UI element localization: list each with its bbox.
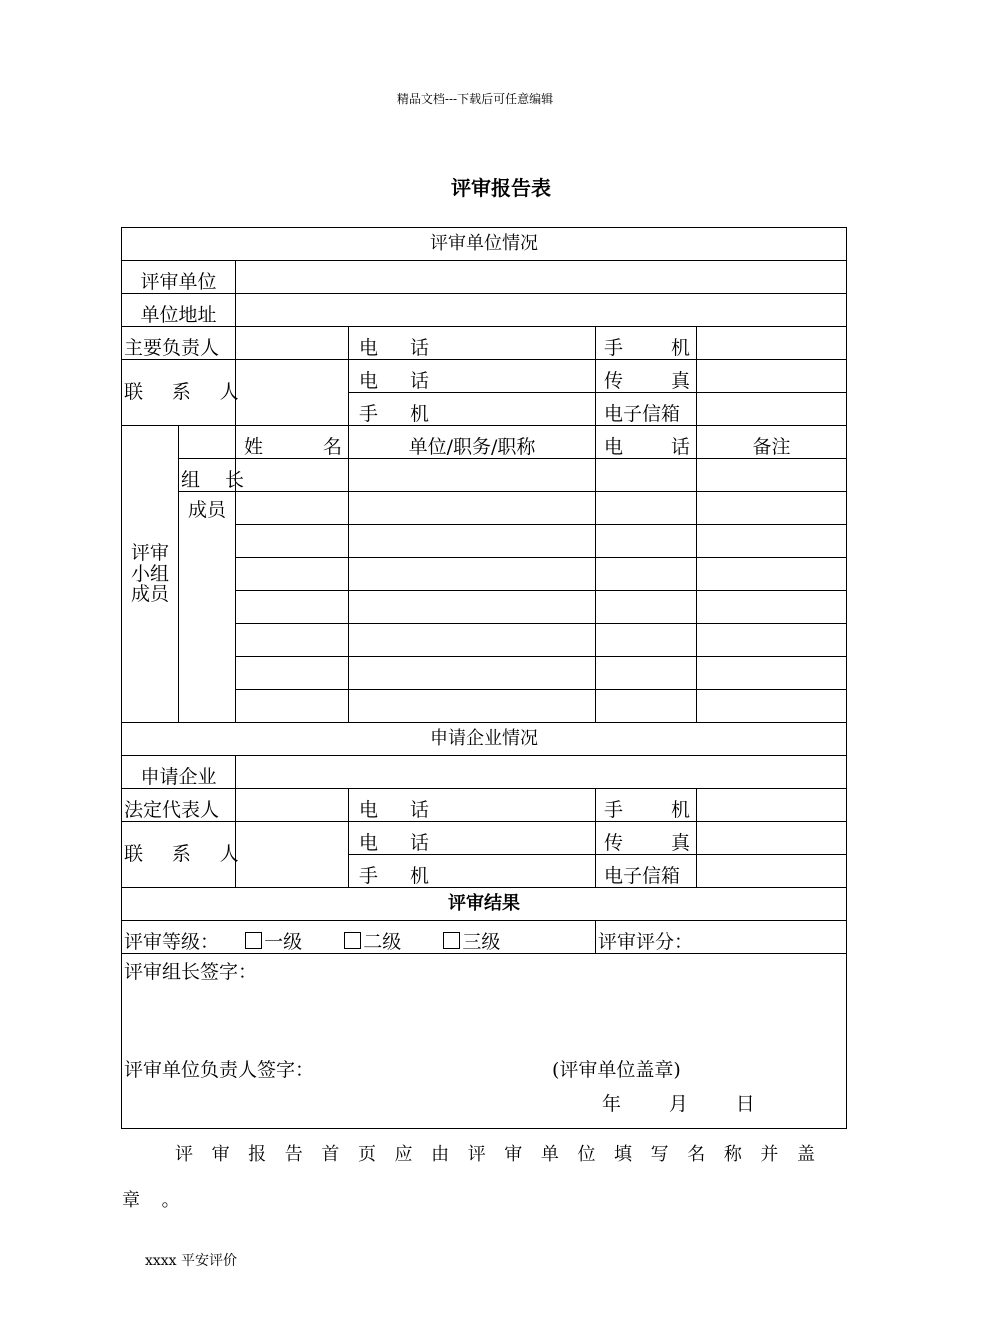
legal-rep-phone-cell[interactable] (349, 789, 596, 822)
col-note-header: 备注 (697, 426, 847, 459)
score-label: 评审评分： (598, 931, 694, 954)
member-phone-field[interactable] (596, 558, 697, 591)
signature-area[interactable] (122, 954, 847, 1129)
leader-label: 组 长 (179, 459, 236, 492)
contact-email-label: 电子信箱 (596, 393, 697, 426)
applicant-mobile-label: 手 机 (359, 865, 429, 888)
applicant-mobile-cell[interactable] (349, 855, 596, 888)
checkbox-icon[interactable] (344, 932, 361, 949)
leader-note-field[interactable] (697, 459, 847, 492)
member-position-field[interactable] (349, 591, 596, 624)
grade-option-2[interactable]: 二级 (344, 931, 401, 953)
page-footer: xxxx 平安评价 (145, 1253, 238, 1269)
member-position-field[interactable] (349, 624, 596, 657)
applicant-email-label: 电子信箱 (596, 855, 697, 888)
note-line-2: 章。 (122, 1190, 202, 1211)
principal-mobile-field[interactable] (697, 327, 847, 360)
date-line (602, 1094, 757, 1115)
member-phone-field[interactable] (596, 624, 697, 657)
member-note-field[interactable] (697, 657, 847, 690)
member-note-field[interactable] (697, 492, 847, 525)
unit-sign-label: 评审单位负责人签字： (124, 1059, 315, 1081)
applicant-phone-cell[interactable] (349, 822, 596, 855)
legal-rep-mobile-label: 手 机 (596, 789, 697, 822)
team-side-label: 评审小组成员 (122, 426, 179, 723)
col-phone-header: 电 话 (596, 426, 697, 459)
review-unit-label: 评审单位 (122, 261, 236, 294)
leader-phone-field[interactable] (596, 459, 697, 492)
member-name-field[interactable] (236, 558, 349, 591)
member-phone-field[interactable] (596, 525, 697, 558)
member-position-field[interactable] (349, 690, 596, 723)
score-cell[interactable] (596, 921, 847, 954)
applicant-email-field[interactable] (697, 855, 847, 888)
contact-label: 联 系 人 (122, 360, 236, 426)
review-unit-field[interactable] (236, 261, 847, 294)
principal-field[interactable] (236, 327, 349, 360)
grade-label: 评审等级： (124, 931, 220, 954)
col-name-header: 姓 名 (236, 426, 349, 459)
company-field[interactable] (236, 756, 847, 789)
applicant-fax-label: 传 真 (596, 822, 697, 855)
unit-address-label: 单位地址 (122, 294, 236, 327)
member-note-field[interactable] (697, 624, 847, 657)
member-phone-field[interactable] (596, 591, 697, 624)
date-day: 日 (735, 1093, 757, 1115)
date-month: 月 (668, 1093, 690, 1115)
contact-phone-cell[interactable] (349, 360, 596, 393)
member-name-field[interactable] (236, 492, 349, 525)
member-phone-field[interactable] (596, 492, 697, 525)
section-result: 评审结果 (122, 888, 847, 921)
legal-rep-label: 法定代表人 (122, 789, 236, 822)
applicant-fax-field[interactable] (697, 822, 847, 855)
section-review-unit: 评审单位情况 (122, 228, 847, 261)
company-label: 申请企业 (122, 756, 236, 789)
date-year: 年 (602, 1093, 623, 1115)
review-report-form (121, 227, 847, 1129)
member-position-field[interactable] (349, 558, 596, 591)
grade-option-3[interactable]: 三级 (443, 931, 500, 953)
contact-fax-field[interactable] (697, 360, 847, 393)
legal-rep-phone-label: 电 话 (359, 799, 429, 822)
member-name-field[interactable] (236, 624, 349, 657)
page-title: 评审报告表 (451, 176, 551, 200)
leader-sign-label: 评审组长签字： (124, 961, 258, 983)
member-position-field[interactable] (349, 525, 596, 558)
member-name-field[interactable] (236, 657, 349, 690)
member-note-field[interactable] (697, 525, 847, 558)
member-position-field[interactable] (349, 492, 596, 525)
leader-position-field[interactable] (349, 459, 596, 492)
principal-label: 主要负责人 (122, 327, 236, 360)
team-corner-cell (179, 426, 236, 459)
checkbox-icon[interactable] (443, 932, 460, 949)
contact-mobile-cell[interactable] (349, 393, 596, 426)
member-name-field[interactable] (236, 591, 349, 624)
seal-label: (评审单位盖章) (552, 1059, 681, 1081)
principal-phone-label: 电 话 (359, 337, 429, 360)
contact-field[interactable] (236, 360, 349, 426)
page-header: 精品文档---下载后可任意编辑 (396, 92, 554, 106)
contact-email-field[interactable] (697, 393, 847, 426)
contact-mobile-label: 手 机 (359, 403, 429, 426)
legal-rep-field[interactable] (236, 789, 349, 822)
member-note-field[interactable] (697, 591, 847, 624)
principal-mobile-label: 手 机 (596, 327, 697, 360)
member-note-field[interactable] (697, 690, 847, 723)
contact-fax-label: 传 真 (596, 360, 697, 393)
grade-option-1[interactable]: 一级 (245, 931, 302, 953)
col-position-header: 单位/职务/职称 (349, 426, 596, 459)
member-name-field[interactable] (236, 690, 349, 723)
member-phone-field[interactable] (596, 657, 697, 690)
note-line-1: 评审报告首页应由评审单位填写名称并盖 (175, 1144, 815, 1165)
member-label: 成员 (179, 492, 236, 723)
applicant-phone-label: 电 话 (359, 832, 429, 855)
member-position-field[interactable] (349, 657, 596, 690)
contact-phone-label: 电 话 (359, 370, 429, 393)
grade-cell (122, 921, 596, 954)
member-name-field[interactable] (236, 525, 349, 558)
applicant-contact-label: 联 系 人 (122, 822, 236, 888)
member-note-field[interactable] (697, 558, 847, 591)
unit-address-field[interactable] (236, 294, 847, 327)
principal-phone-cell[interactable] (349, 327, 596, 360)
section-applicant: 申请企业情况 (122, 723, 847, 756)
checkbox-icon[interactable] (245, 932, 262, 949)
member-phone-field[interactable] (596, 690, 697, 723)
legal-rep-mobile-field[interactable] (697, 789, 847, 822)
applicant-contact-field[interactable] (236, 822, 349, 888)
